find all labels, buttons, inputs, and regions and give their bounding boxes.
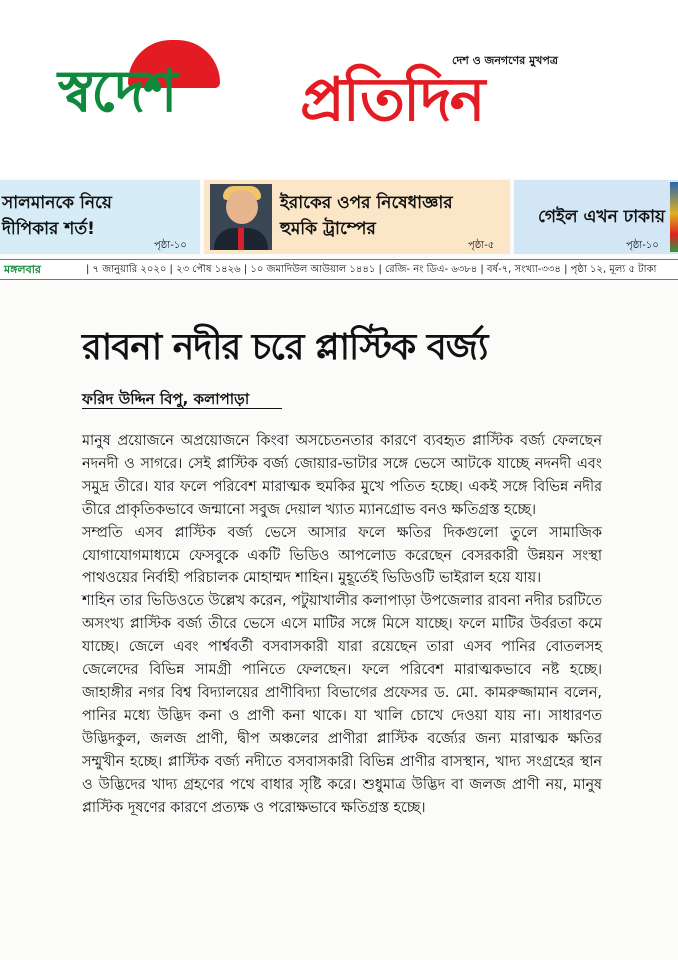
teaser-page-number: পৃষ্ঠা-৫	[468, 240, 495, 251]
teaser-salman[interactable]	[0, 180, 200, 254]
teaser-page-number: পৃষ্ঠা-১০	[626, 240, 659, 251]
teaser-gayle[interactable]	[514, 180, 678, 254]
teaser-page-number: পৃষ্ঠা-১০	[154, 240, 187, 251]
logo-text-swadesh: স্বদেশ	[58, 57, 176, 125]
dateline-bar	[0, 259, 678, 280]
byline-underline	[82, 408, 282, 409]
dateline-details: | ৭ জানুয়ারি ২০২০ | ২৩ পৌষ ১৪২৬ | ১০ জমাদিউল আউয়াল ১৪৪১ | রেজি- নং ডিএ- ৬৩৮৪ | বর্ষ-৭, সংখ্যা-৩৩৪ | পৃষ্ঠা ১২, মূল্য ৫ টাকা	[86, 264, 657, 275]
article-headline: রাবনা নদীর চরে প্লাস্টিক বর্জ্য	[82, 327, 488, 368]
masthead-tagline: দেশ ও জনগণের মুখপত্র	[452, 54, 558, 67]
teaser-headline-line2: হুমকি ট্রাম্পের	[280, 219, 376, 239]
teaser-iraq[interactable]	[204, 180, 510, 254]
masthead	[0, 0, 678, 178]
article-paragraph: শাহিন তার ভিডিওতে উল্লেখ করেন, পটুয়াখালীর কলাপাড়া উপজেলার রাবনা নদীর চরটিতে অসংখ্য প্লাস্টিক বর্জ্য তীরে ভেসে এসে মাটির সঙ্গে মিসে যাচ্ছে। ফলে মাটির উর্বরতা কমে যাচ্ছে। জেলে এবং পার্শ্ববর্তী বসবাসকারী যারা রয়েছেন তারা এসব পানির বোতলসহ জেলেদের বিভিন্ন সামগ্রী পানিতে ফেলছেন। ফলে পরিবেশ মারাত্মকভাবে নষ্ট হচ্ছে। জাহাঙ্গীর নগর বিশ্ব বিদ্যালয়ের প্রাণীবিদ্যা বিভাগের প্রফেসর ড. মো. কামরুজ্জামান বলেন, পানির মধ্যে উদ্ভিদ কনা ও প্রাণী কনা থাকে। যা খালি চোখে দেওয়া যায় না। সাধারণত উদ্ভিদকুল, জলজ প্রাণী, দ্বীপ অঞ্চলের প্রাণীরা প্লাস্টিক বর্জ্যের জন্য মারাত্মক ক্ষতির সম্মুখীন হচ্ছে। প্লাস্টিক বর্জ্য নদীতে বসবাসকারী বিভিন্ন প্রাণীর বাসস্থান, খাদ্য সংগ্রহের স্থান ও উদ্ভিদের খাদ্য গ্রহণের পথে বাধার সৃষ্টি করে। শুধুমাত্র উদ্ভিদ বা জলজ প্রাণী নয়, মানুষ প্লাস্টিক দূষণের কারণে প্রত্যক্ষ ও পরোক্ষভাবে ক্ষতিগ্রস্ত হচ্ছে।	[82, 593, 602, 816]
teaser-headline-line1: ইরাকের ওপর নিষেধাজ্ঞার	[280, 193, 453, 213]
article-paragraph: মানুষ প্রয়োজনে অপ্রয়োজনে কিংবা অসচেতনতার কারণে ব্যবহৃত প্লাস্টিক বর্জ্য ফেলছেন নদনদী ও সাগরে। সেই প্লাস্টিক বর্জ্য জোয়ার-ভাটার সঙ্গে ভেসে আটকে যাচ্ছে নদনদী এবং সমুদ্র তীরে। যার ফলে পরিবেশ মারাত্মক হুমকির মুখে পতিত হচ্ছে। একই সঙ্গে বিভিন্ন নদীর তীরে প্রাকৃতিকভাবে জন্মানো সবুজ দেয়াল খ্যাত ম্যানগ্রোভ বনও ক্ষতিগ্রস্ত হচ্ছে।	[82, 433, 602, 518]
trump-photo	[210, 184, 272, 250]
article-body	[82, 430, 602, 819]
teaser-headline-line1: সালমানকে নিয়ে	[2, 193, 112, 213]
flag-graphic	[670, 182, 678, 252]
dateline-day: মঙ্গলবার	[4, 263, 41, 276]
teaser-strip	[0, 180, 678, 256]
logo-text-protidin: প্রতিদিন	[300, 65, 484, 135]
article-byline: ফরিদ উদ্দিন বিপু, কলাপাড়া	[82, 390, 250, 408]
article-paragraph: সম্প্রতি এসব প্লাস্টিক বর্জ্য ভেসে আসার ফলে ক্ষতির দিকগুলো তুলে সামাজিক যোগাযোগমাধ্যমে ফেসবুকে একটি ভিডিও আপলোড করেছেন বেসরকারী উন্নয়ন সংস্থা পাথওয়ের নির্বাহী পরিচালক মোহাম্মদ শাহিন। মুহূর্তেই ভিডিওটি ভাইরাল হয়ে যায়।	[82, 524, 602, 587]
teaser-headline-line1: গেইল এখন ঢাকায়	[538, 207, 666, 227]
teaser-headline-line2: দীপিকার শর্ত!	[2, 219, 95, 239]
